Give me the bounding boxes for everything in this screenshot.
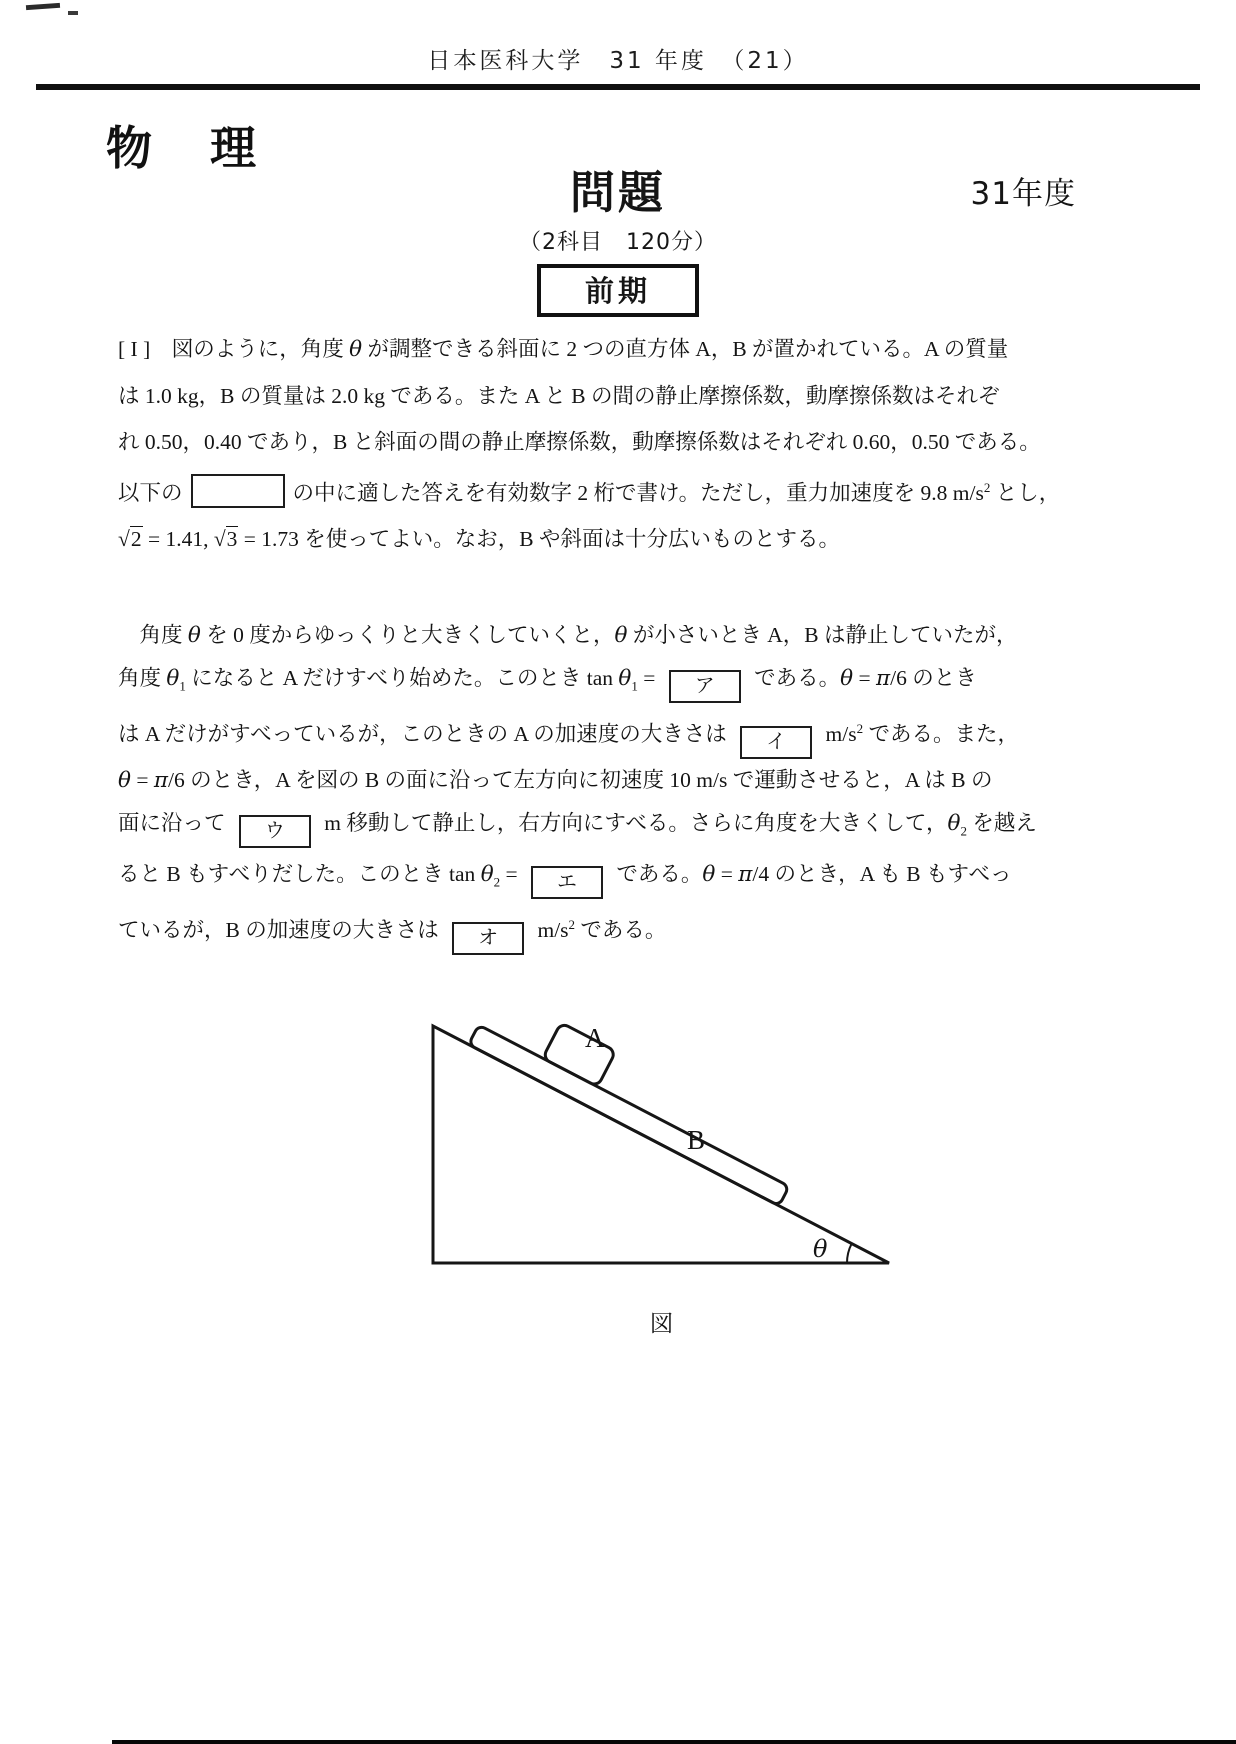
text-run: m/s [820,722,857,747]
year-label: 31年度 [970,176,1076,212]
answer-box-エ: エ [531,866,603,899]
math-variable: θ [702,861,716,887]
running-head: 日本医科大学 31 年度 （21） [427,48,809,74]
answer-box-オ: オ [452,922,524,955]
header-rule [36,84,1200,90]
text-run: = [853,666,876,690]
text-run: = [637,666,661,690]
text-run: [ I ] 図のように，角度 [118,337,350,361]
text-run: 面に沿って [118,811,231,836]
math-variable: θ [480,861,494,887]
text-line [118,657,1128,707]
sqrt-expression: √2 [118,527,142,552]
text-run: である。 [575,918,667,943]
exam-subtitle: （2科目 120分） [519,230,717,255]
text-run: = [130,768,154,793]
incline-diagram [425,1018,900,1278]
text-run: /4 のとき，A も B もすべっ [752,861,1012,886]
text-line [118,373,1128,419]
text-run: 角度 [118,666,167,690]
sub-script: 2 [960,823,967,839]
text-run: が調整できる斜面に 2 つの直方体 A，B が置かれている。A の質量 [362,337,1009,361]
math-variable: θ [349,337,363,362]
problem-paragraph-2 [118,614,1128,955]
sub-script: 1 [179,678,186,694]
text-run: とし， [990,481,1061,506]
scan-speck [68,11,78,15]
answer-box-blank [191,474,285,508]
scan-edge-artifact [112,1740,1236,1744]
math-variable: θ [187,623,201,648]
problem-paragraph-1 [118,326,1128,562]
angle-arc [847,1244,852,1263]
answer-box-イ: イ [740,726,812,759]
text-line [118,614,1128,657]
text-run: = [500,861,524,886]
text-run: である。 [611,861,703,886]
sup-script: 2 [568,917,576,933]
text-line [118,326,1128,373]
text-line [118,802,1128,852]
text-run: ると B もすべりだした。このとき tan [118,861,481,886]
text-run: = 1.41, [142,527,214,552]
text-run: である。また， [863,722,1019,747]
incline-figure [425,1018,900,1338]
text-run: は A だけがすべっているが，このときの A の加速度の大きさは [118,722,733,747]
scan-speck [26,3,60,10]
block-a-shape [543,1023,616,1087]
math-variable: θ [947,811,961,837]
block-b-shape [468,1025,789,1206]
main-title: 問題 [569,166,666,219]
text-run: /6 のとき [890,666,977,690]
text-run: = 1.73 を使ってよい。なお，B や斜面は十分広いものとする。 [238,527,840,552]
text-run: /6 のとき，A を図の B の面に沿って左方向に初速度 10 m/s で運動させると，A は B の [167,768,993,793]
text-run: は 1.0 kg，B の質量は 2.0 kg である。また A と B の間の静止摩擦係数，動摩擦係数はそれぞ [118,384,1000,408]
text-line [118,903,1128,955]
radicand: 3 [226,527,238,552]
math-variable: π [153,768,168,794]
figure-caption: 図 [650,1311,675,1336]
text-run: れ 0.50，0.40 であり，B と斜面の間の静止摩擦係数，動摩擦係数はそれぞれ 0.60，0.50 である。 [118,430,1041,454]
block-b-label: B [687,1125,706,1155]
text-line [118,465,1128,516]
answer-box-ウ: ウ [239,815,311,848]
text-run: m/s [532,918,569,943]
text-run: を越え [966,811,1037,836]
term-box: 前期 [537,264,699,317]
text-run: を 0 度からゆっくりと大きくしていくと， [200,623,615,647]
subject-title: 物 理 [106,121,262,175]
angle-theta-label: θ [813,1235,828,1263]
text-line [118,707,1128,759]
sub-script: 2 [493,874,501,890]
text-run: が小さいとき A，B は静止していたが， [627,623,1018,647]
sub-script: 1 [631,678,638,694]
sqrt-expression: √3 [213,527,238,552]
math-variable: π [875,666,891,691]
text-run: の中に適した答えを有効数字 2 桁で書け。ただし，重力加速度を 9.8 m/s [292,481,984,506]
text-line [118,419,1128,465]
sup-script: 2 [983,480,991,495]
math-variable: θ [614,623,628,648]
text-run: である。 [748,666,841,690]
radicand: 2 [130,527,142,552]
text-run: になると A だけすべり始めた。このとき tan [185,666,619,690]
text-line [118,516,1128,562]
answer-box-ア: ア [669,670,741,703]
math-variable: π [738,861,753,887]
math-variable: θ [118,768,131,794]
text-run: ているが，B の加速度の大きさは [118,918,445,943]
text-run: 角度 [118,623,188,647]
text-run: = [715,861,739,886]
text-run: m 移動して静止し，右方向にすべる。さらに角度を大きくして， [318,811,948,836]
text-run: 以下の [118,481,183,506]
block-a-label: A [585,1023,605,1053]
math-variable: θ [840,666,854,691]
math-variable: θ [618,666,632,691]
math-variable: θ [166,666,180,691]
text-line [118,853,1128,903]
sup-script: 2 [856,721,864,737]
text-line [118,759,1128,802]
